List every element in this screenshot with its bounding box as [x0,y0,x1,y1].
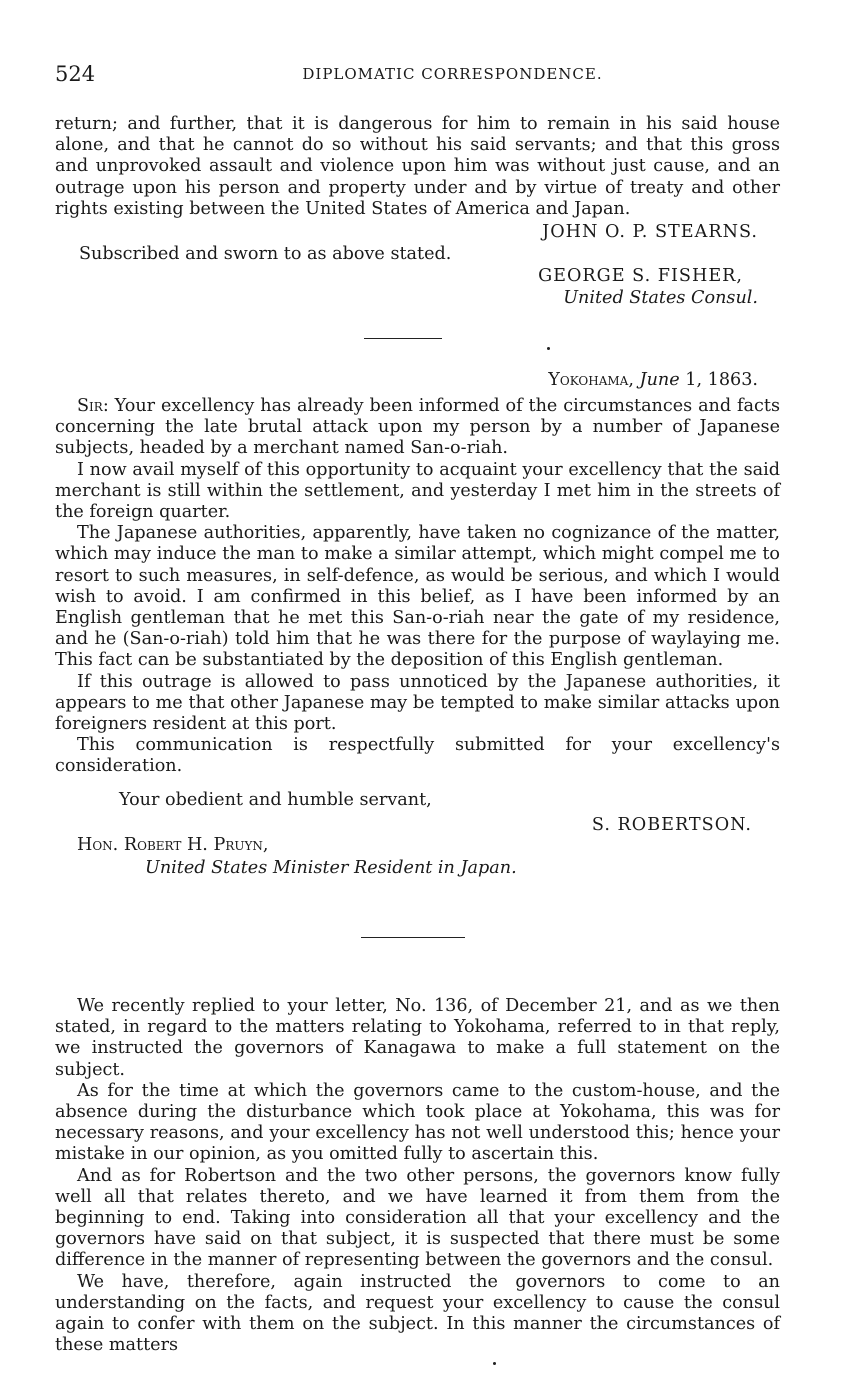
letter-date-month: June [639,370,680,390]
letter-paragraph: I now avail myself of this opportunity to acquaint your excellency that the said merchant is still within the settlement, and yesterday I met him in the streets of the foreign quarter. [55,459,780,523]
letter-paragraph: If this outrage is allowed to pass unnoticed by the Japanese authorities, it appears to me that other Japanese may be tempted to make similar attacks upon foreigners resident at this port. [55,671,780,735]
jurat: Subscribed and sworn to as above stated. [79,244,452,264]
letter-paragraph: Sir: Your excellency has already been informed of the circumstances and facts concerning the late brutal attack upon my person by a number of Japanese subjects, headed by a merchant named San-o-riah. [55,396,780,459]
running-head: DIPLOMATIC CORRESPONDENCE. [302,65,603,83]
reply-body [55,996,780,1356]
reply-paragraph: And as for Robertson and the two other persons, the governors know fully well all that relates thereto, and we have learned it from them from the beginning to end. Taking into consideration all that your excellency and the governors have said on that subject, it is suspected that there must be some difference in the manner of representing between the governors and the consul. [55,1165,780,1271]
page-header [55,62,780,86]
letter-dateline [548,370,758,391]
letter-body [55,396,780,778]
reply-paragraph: We recently replied to your letter, No. 136, of December 21, and as we then stated, in regard to the matters relating to Yokohama, referred to in that reply, we instructed the governors of Kanagawa to make a full statement on the subject. [55,996,780,1080]
letter-place: Yokohama, [548,370,634,390]
letter-closing: Your obedient and humble servant, [119,790,432,810]
letter-paragraph: This communication is respectfully submitted for your excellency's consideration. [55,735,780,777]
addressee-title: United States Minister Resident in Japan. [145,858,517,878]
page-number: 524 [55,62,96,86]
reply-paragraph: As for the time at which the governors came to the custom-house, and the absence during the disturbance which took place at Yokohama, this was for necessary reasons, and your excellency has not well understood this; hence your mistake in our opinion, as you omitted fully to ascertain this. [55,1080,780,1165]
print-speck [493,1362,496,1365]
consul-title: United States Consul. [563,288,758,308]
letter-signature: S. ROBERTSON. [591,815,752,835]
deposition-paragraph-block [55,114,780,220]
letter-paragraph: The Japanese authorities, apparently, have taken no cognizance of the matter, which may induce the man to make a similar attempt, which might compel me to resort to such measures, in self-defence, as would be serious, and which I would wish to avoid. I am confirmed in this belief, as I have been informed by an English gentleman that he met this San-o-riah near the gate of my residence, and he (San-o-riah) told him that he was there for the purpose of waylaying me. This fact can be substantiated by the deposition of this English gentleman. [55,523,780,671]
reply-paragraph: We have, therefore, again instructed the governors to come to an understanding on the facts, and request your excellency to cause the consul again to confer with them on the subject. In this manner the circumstances of these matters [55,1271,780,1356]
letter-salutation: Sir: [77,396,109,416]
section-divider [361,937,465,938]
addressee-name: Hon. Robert H. Pruyn, [77,835,269,855]
letter-date-rest: 1, 1863. [685,370,758,390]
print-speck [547,347,550,350]
deposition-paragraph: return; and further, that it is dangerous for him to remain in his said house alone, and that he cannot do so without his said servants; and that this gross and unprovoked assault and violence upon him was without just cause, and an outrage upon his person and property under and by virtue of treaty and other rights existing between the United States of America and Japan. [55,114,780,219]
deponent-signature: JOHN O. P. STEARNS. [542,222,758,242]
consul-name: GEORGE S. FISHER, [538,266,743,286]
section-divider [364,338,442,339]
